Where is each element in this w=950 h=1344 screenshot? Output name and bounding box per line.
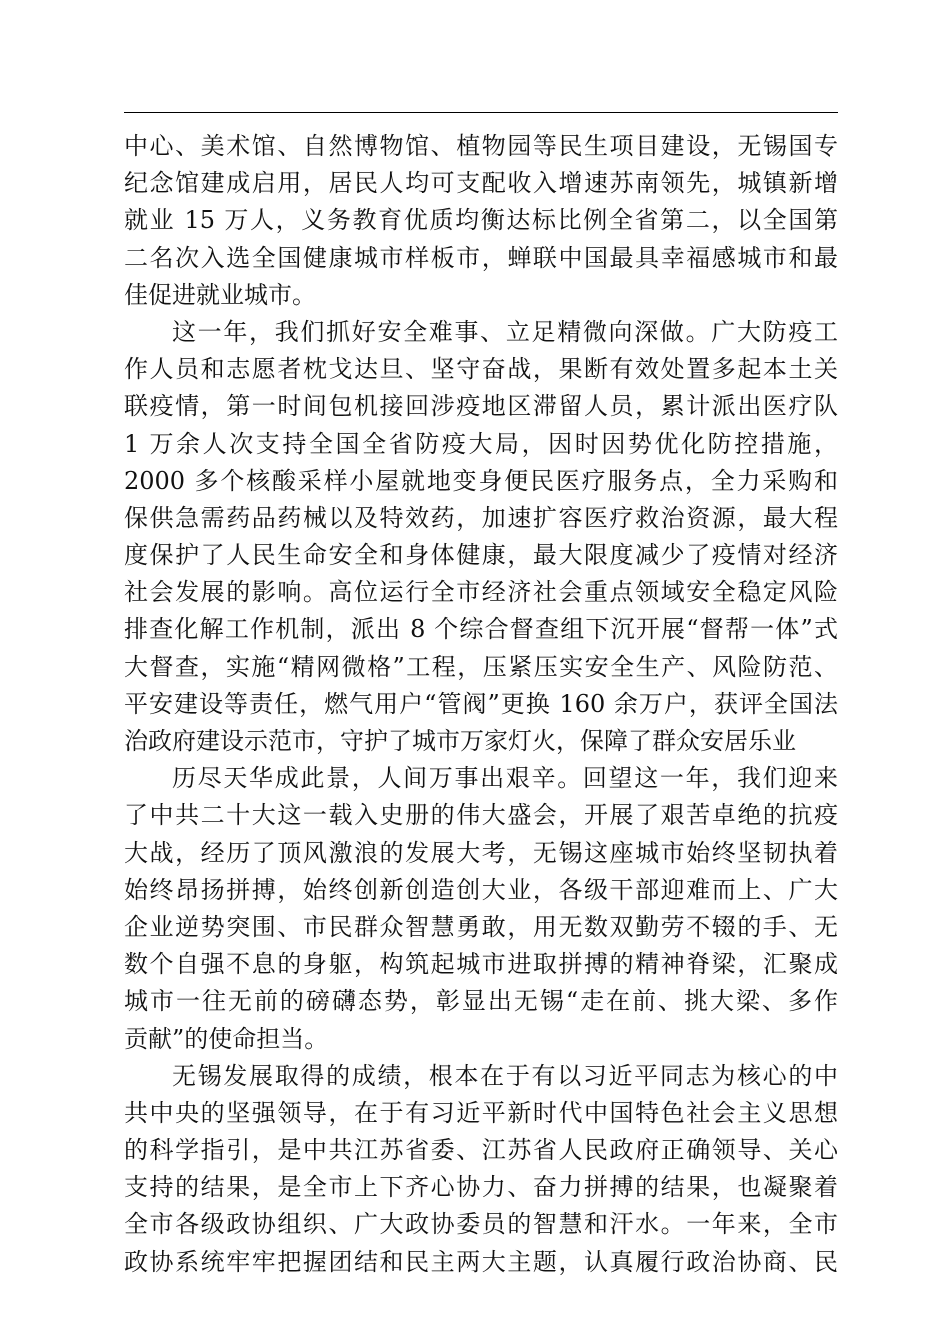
text-line: 城市一往无前的磅礴态势，彰显出无锡“走在前、挑大梁、多作 [124,987,838,1016]
text-line: 支持的结果，是全市上下齐心协力、奋力拼搏的结果，也凝聚着 [124,1173,838,1202]
text-line: 纪念馆建成启用，居民人均可支配收入增速苏南领先，城镇新增 [124,169,838,198]
text-line: 就业 15 万人，义务教育优质均衡达标比例全省第二，以全国第 [124,206,838,235]
text-line: 全市各级政协组织、广大政协委员的智慧和汗水。一年来，全市 [124,1210,838,1239]
text-line: 佳促进就业城市。 [124,280,316,309]
text-line: 始终昂扬拼搏，始终创新创造创大业，各级干部迎难而上、广大 [124,875,838,904]
paragraph-first-line: 无锡发展取得的成绩，根本在于有以习近平同志为核心的中 [172,1061,838,1090]
text-line: 企业逆势突围、市民群众智慧勇敢，用无数双勤劳不辍的手、无 [124,912,838,941]
text-line: 社会发展的影响。高位运行全市经济社会重点领域安全稳定风险 [124,578,838,607]
text-line: 排查化解工作机制，派出 8 个综合督查组下沉开展“督帮一体”式 [124,615,838,644]
header-rule [124,112,838,113]
text-line: 数个自强不息的身躯，构筑起城市进取拼搏的精神脊梁，汇聚成 [124,950,838,979]
text-line: 联疫情，第一时间包机接回涉疫地区滞留人员，累计派出医疗队 [124,392,838,421]
text-line: 2000 多个核酸采样小屋就地变身便民医疗服务点，全力采购和 [124,466,838,495]
body-text [124,128,838,1281]
text-line: 大督查，实施“精网微格”工程，压紧压实安全生产、风险防范、 [124,652,838,681]
text-line: 平安建设等责任，燃气用户“管阀”更换 160 余万户，获评全国法 [124,689,838,718]
text-line: 度保护了人民生命安全和身体健康，最大限度减少了疫情对经济 [124,541,838,570]
text-line: 政协系统牢牢把握团结和民主两大主题，认真履行政治协商、民 [124,1247,838,1276]
text-line: 保供急需药品药械以及特效药，加速扩容医疗救治资源，最大程 [124,503,838,532]
text-line: 治政府建设示范市，守护了城市万家灯火，保障了群众安居乐业 [124,727,796,755]
text-line: 贡献”的使命担当。 [124,1024,329,1053]
text-line: 中心、美术馆、自然博物馆、植物园等民生项目建设，无锡国专 [124,132,838,160]
text-line: 作人员和志愿者枕戈达旦、坚守奋战，果断有效处置多起本土关 [124,355,838,384]
text-line: 的科学指引，是中共江苏省委、江苏省人民政府正确领导、关心 [124,1136,838,1165]
text-line: 共中央的坚强领导，在于有习近平新时代中国特色社会主义思想 [124,1098,838,1127]
text-line: 二名次入选全国健康城市样板市，蝉联中国最具幸福感城市和最 [124,243,838,272]
paragraph-first-line: 这一年，我们抓好安全难事、立足精微向深做。广大防疫工 [172,317,838,346]
text-line: 大战，经历了顶风激浪的发展大考，无锡这座城市始终坚韧执着 [124,838,838,867]
text-line: 1 万余人次支持全国全省防疫大局，因时因势优化防控措施， [124,429,838,458]
paragraph-first-line: 历尽天华成此景，人间万事出艰辛。回望这一年，我们迎来 [172,764,838,793]
text-line: 了中共二十大这一载入史册的伟大盛会，开展了艰苦卓绝的抗疫 [124,801,838,830]
